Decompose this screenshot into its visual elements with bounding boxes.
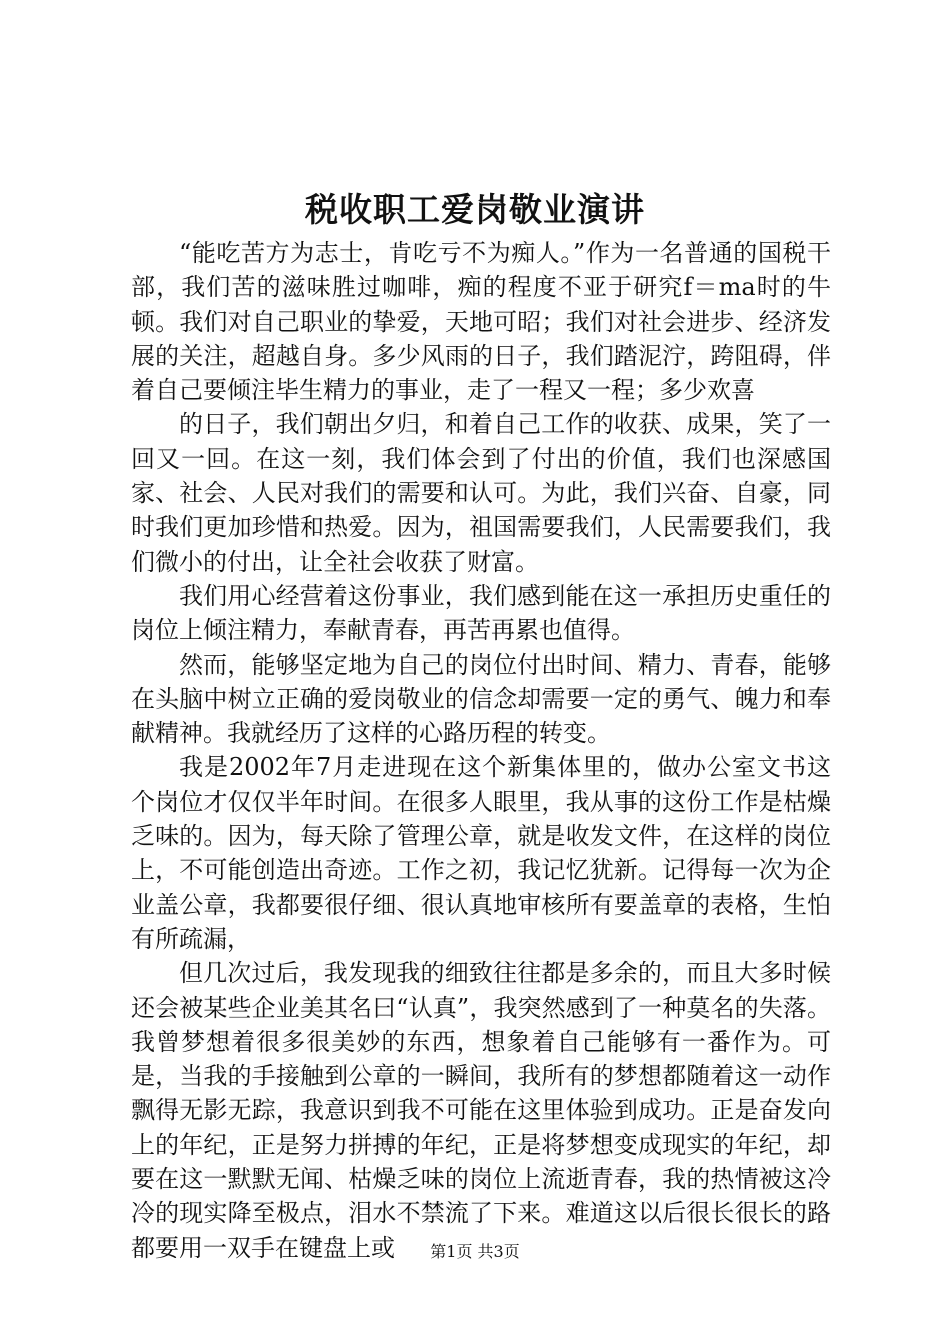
document-title: 税收职工爱岗敬业演讲	[305, 190, 645, 229]
paragraph: 然而，能够坚定地为自己的岗位付出时间、精力、青春，能够在头脑中树立正确的爱岗敬业的信念却需要一定的勇气、魄力和奉献精神。我就经历了这样的心路历程的转变。	[131, 650, 831, 748]
document-body	[131, 236, 831, 1265]
paragraph: 但几次过后，我发现我的细致往往都是多余的，而且大多时候还会被某些企业美其名曰“认真”，我突然感到了一种莫名的失落。我曾梦想着很多很美妙的东西，想象着自己能够有一番作为。可是，当我的手接触到公章的一瞬间，我所有的梦想都随着这一动作飘得无影无踪，我意识到我不可能在这里体验到成功。正是奋发向上的年纪，正是努力拼搏的年纪，正是将梦想变成现实的年纪，却要在这一默默无闻、枯燥乏味的岗位上流逝青春，我的热情被这冷冷的现实降至极点，泪水不禁流了下来。难道这以后很长很长的路都要用一双手在键盘上或	[131, 959, 831, 1262]
page-number-footer: 第1页 共3页	[430, 1242, 520, 1261]
paragraph: 我们用心经营着这份事业，我们感到能在这一承担历史重任的岗位上倾注精力，奉献青春，再苦再累也值得。	[131, 581, 831, 645]
paragraph: “能吃苦方为志士，肯吃亏不为痴人。”作为一名普通的国税干部，我们苦的滋味胜过咖啡，痴的程度不亚于研究f＝ma时的牛顿。我们对自己职业的挚爱，天地可昭；我们对社会进步、经济发展的关注，超越自身。多少风雨的日子，我们踏泥泞，跨阻碍，伴着自己要倾注毕生精力的事业，走了一程又一程；多少欢喜	[131, 239, 831, 405]
paragraph: 的日子，我们朝出夕归，和着自己工作的收获、成果，笑了一回又一回。在这一刻，我们体会到了付出的价值，我们也深感国家、社会、人民对我们的需要和认可。为此，我们兴奋、自豪，同时我们更加珍惜和热爱。因为，祖国需要我们，人民需要我们，我们微小的付出，让全社会收获了财富。	[131, 410, 831, 576]
paragraph: 我是2002年7月走进现在这个新集体里的，做办公室文书这个岗位才仅仅半年时间。在很多人眼里，我从事的这份工作是枯燥乏味的。因为，每天除了管理公章，就是收发文件，在这样的岗位上，不可能创造出奇迹。工作之初，我记忆犹新。记得每一次为企业盖公章，我都要很仔细、很认真地审核所有要盖章的表格，生怕有所疏漏，	[131, 753, 831, 953]
